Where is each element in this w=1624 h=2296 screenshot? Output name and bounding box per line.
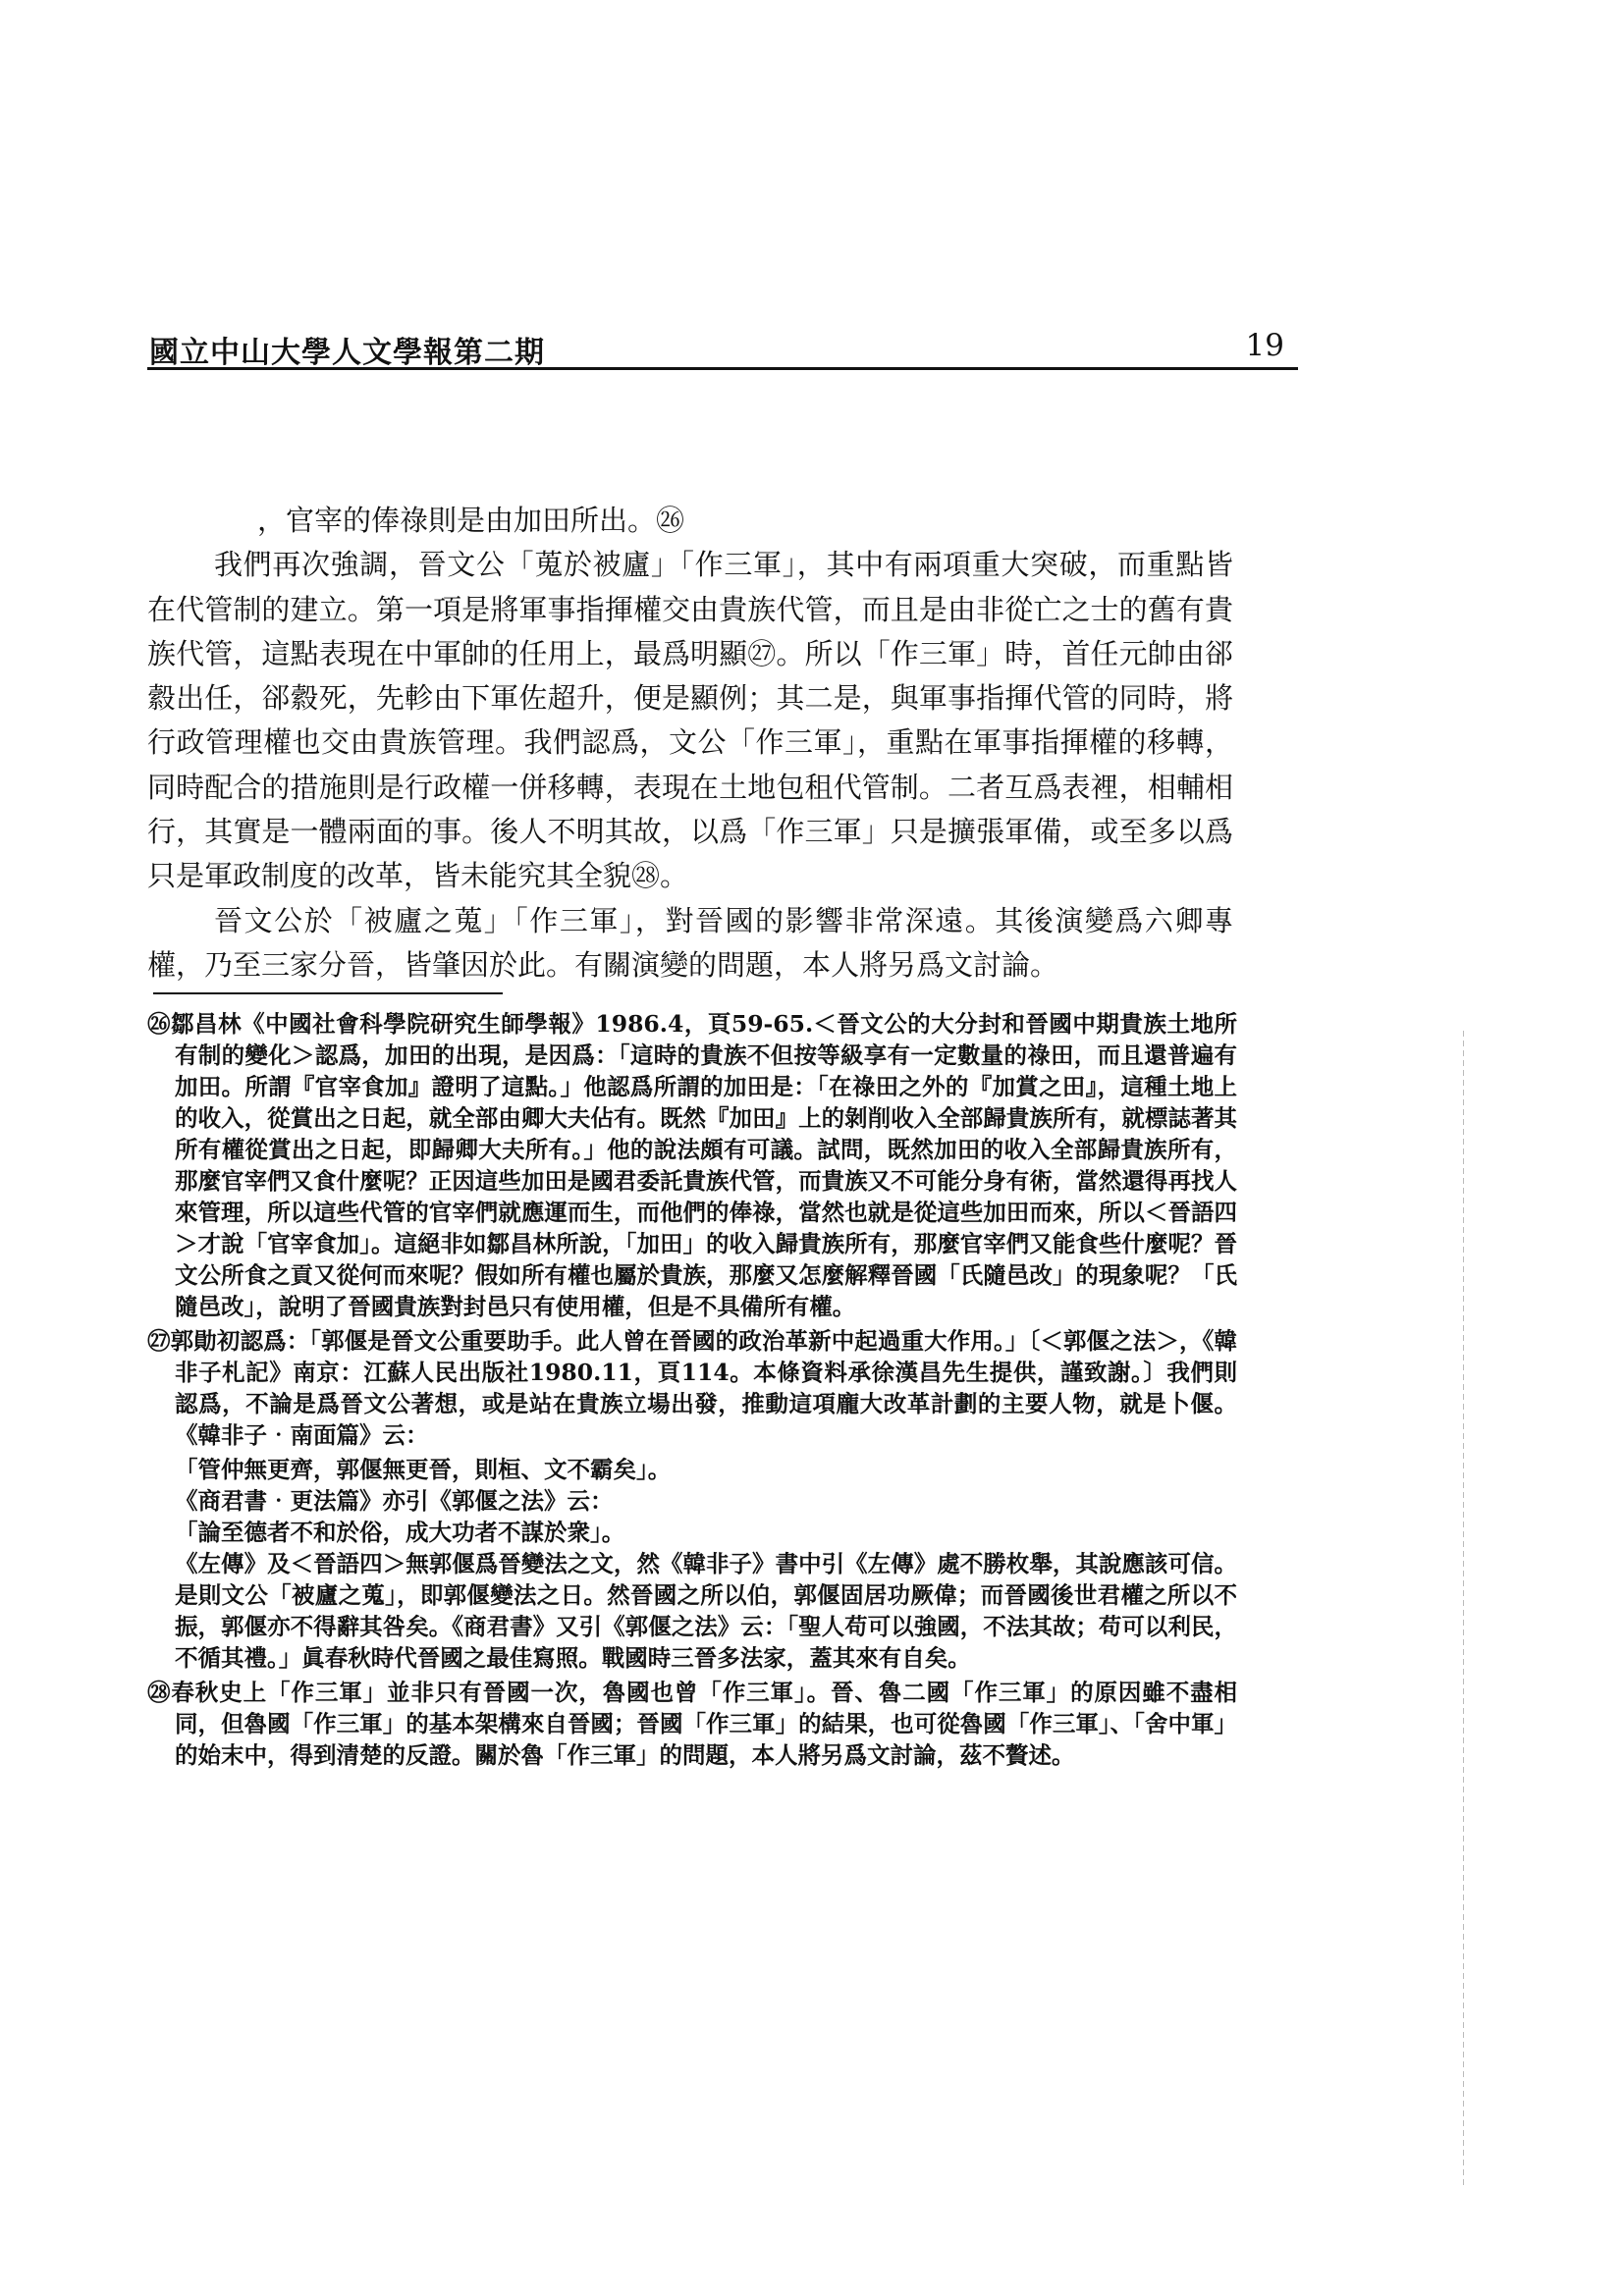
body-paragraph-1: ，官宰的俸祿則是由加田所出。㉖ <box>257 504 685 537</box>
page-number: 19 <box>1245 328 1284 363</box>
footnote-marker: ㉘ <box>147 1679 172 1706</box>
footnote-26 <box>147 1008 1237 1322</box>
footnote-27-quote-1: 「管仲無更齊，郭偃無更晉，則桓、文不霸矣」。 <box>175 1456 672 1483</box>
body-paragraph-3: 晉文公於「被廬之蒐」「作三軍」，對晉國的影響非常深遠。其後演變爲六卿專權，乃至三家分晉，皆肇因於此。有關演變的問題，本人將另爲文討論。 <box>147 903 1233 982</box>
header-rule <box>147 367 1298 370</box>
footnote-28 <box>147 1677 1237 1771</box>
footnote-27-paragraph: 《左傳》及＜晉語四＞無郭偃爲晉變法之文，然《韓非子》書中引《左傳》處不勝枚舉，其說應該可信。是則文公「被廬之蒐」，即郭偃變法之日。然晉國之所以伯，郭偃固居功厥偉；而晉國後世君權之所以不振，郭偃亦不得辭其咎矣。《商君書》又引《郭偃之法》云：「聖人苟可以強國，不法其故；苟可以利民，不循其禮。」眞春秋時代晉國之最佳寫照。戰國時三晉多法家，蓋其來有自矣。 <box>175 1550 1237 1672</box>
body-paragraph-2: 我們再次強調，晉文公「蒐於被廬」「作三軍」，其中有兩項重大突破，而重點皆在代管制的建立。第一項是將軍事指揮權交由貴族代管，而且是由非從亡之士的舊有貴族代管，這點表現在中軍帥的任用上，最爲明顯㉗。所以「作三軍」時，首任元帥由郤縠出任，郤縠死，先軫由下軍佐超升，便是顯例；其二是，與軍事指揮代管的同時，將行政管理權也交由貴族管理。我們認爲，文公「作三軍」，重點在軍事指揮權的移轉，同時配合的措施則是行政權一併移轉，表現在土地包租代管制。二者互爲表裡，相輔相行，其實是一體兩面的事。後人不明其故，以爲「作三軍」只是擴張軍備，或至多以爲只是軍政制度的改革，皆未能究其全貌㉘。 <box>147 548 1233 893</box>
footnote-marker: ㉖ <box>147 1010 172 1038</box>
footnote-text: 鄒昌林《中國社會科學院研究生師學報》1986.4，頁59-65.＜晉文公的大分封和晉國中期貴族土地所有制的變化＞認爲，加田的出現，是因爲：「這時的貴族不但按等級享有一定數量的祿田，而且還普遍有加田。所謂『官宰食加』證明了這點。」他認爲所謂的加田是：「在祿田之外的『加賞之田』，這種土地上的收入，從賞出之日起，就全部由卿大夫佔有。既然『加田』上的剝削收入全部歸貴族所有，就標誌著其所有權從賞出之日起，即歸卿大夫所有。」他的說法頗有可議。試問，既然加田的收入全部歸貴族所有，那麼官宰們又食什麼呢？正因這些加田是國君委託貴族代管，而貴族又不可能分身有術，當然還得再找人來管理，所以這些代管的官宰們就應運而生，而他們的俸祿，當然也就是從這些加田而來，所以＜晉語四＞才說「官宰食加」。這絕非如鄒昌林所說，「加田」的收入歸貴族所有，那麼官宰們又能食些什麼呢？晉文公所食之貢又從何而來呢？假如所有權也屬於貴族，那麼又怎麼解釋晉國「氏隨邑改」的現象呢？「氏隨邑改」，說明了晉國貴族對封邑只有使用權，但是不具備所有權。 <box>171 1010 1238 1320</box>
footnote-27-line-2: 《商君書‧更法篇》亦引《郭偃之法》云： <box>175 1487 614 1515</box>
journal-title: 國立中山大學人文學報第二期 <box>149 336 545 370</box>
footnote-text: 郭勛初認爲：「郭偃是晉文公重要助手。此人曾在晉國的政治革新中起過重大作用。」〔＜郭偃之法＞，《韓非子札記》南京：江蘇人民出版社1980.11，頁114。本條資料承徐漢昌先生提供，謹致謝。〕我們則認爲，不論是爲晉文公著想，或是站在貴族立場出發，推動這項龐大改革計劃的主要人物，就是卜偃。《韓非子‧南面篇》云： <box>170 1327 1238 1449</box>
footnotes <box>147 1008 1237 1774</box>
footnote-text: 春秋史上「作三軍」並非只有晉國一次，魯國也曾「作三軍」。晉、魯二國「作三軍」的原因雖不盡相同，但魯國「作三軍」的基本架構來自晉國；晉國「作三軍」的結果，也可從魯國「作三軍」、「舍中軍」的始末中，得到清楚的反證。關於魯「作三軍」的問題，本人將另爲文討論，茲不贅述。 <box>171 1679 1237 1769</box>
footnote-separator <box>153 992 503 994</box>
main-text <box>147 499 1233 988</box>
scan-artifact-line <box>1463 1031 1464 2189</box>
footnote-27-quote-2: 「論至德者不和於俗，成大功者不謀於衆」。 <box>175 1519 625 1546</box>
footnote-27 <box>147 1325 1237 1451</box>
running-header <box>147 324 1298 369</box>
footnote-marker: ㉗ <box>147 1327 171 1355</box>
